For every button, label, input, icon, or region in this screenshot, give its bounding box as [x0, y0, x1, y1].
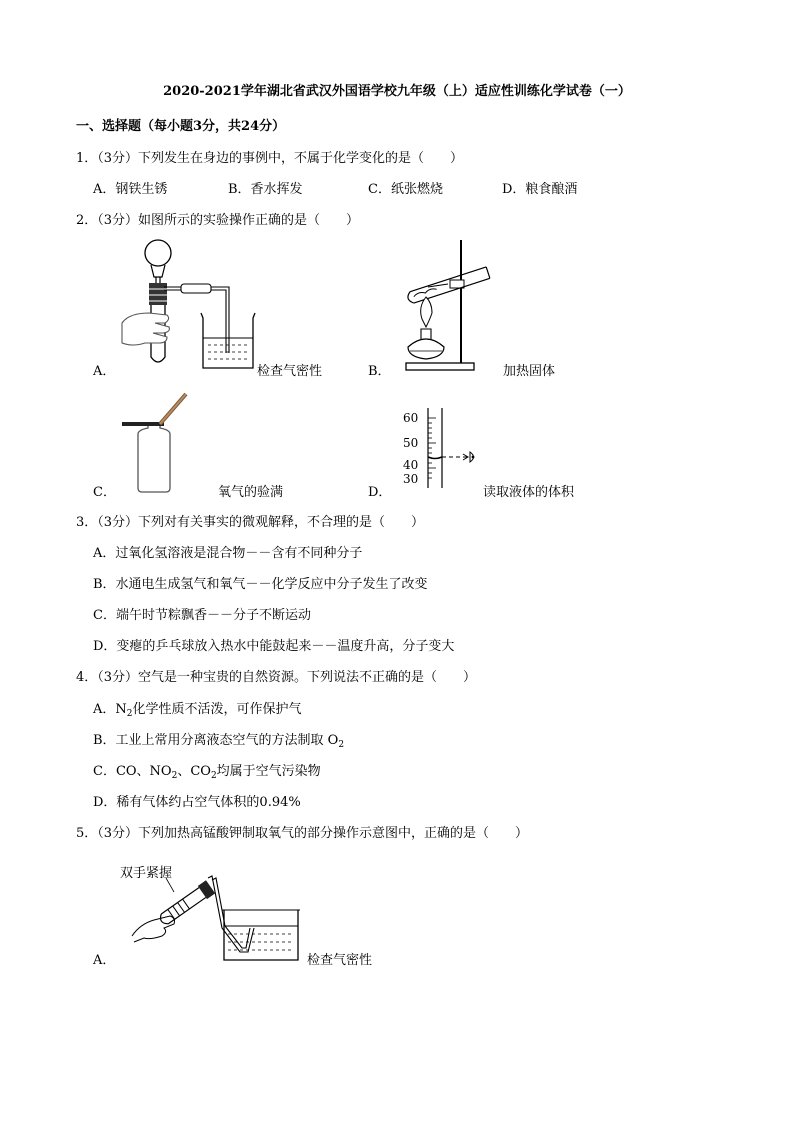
question-3-option-a: A．过氧化氢溶液是混合物－－含有不同种分子 [93, 546, 363, 561]
question-3-option-d: D．变瘪的乒乓球放入热水中能鼓起来－－温度升高，分子变大 [93, 639, 455, 654]
question-1-option-d: D．粮食酿酒 [502, 182, 578, 197]
section-heading: 一、选择题（每小题3分，共24分） [76, 119, 286, 134]
question-2-stem: 2．（3分）如图所示的实验操作正确的是（ ） [76, 213, 360, 228]
cylinder-tick-40: 40 [403, 458, 419, 472]
question-3-stem: 3．（3分）下列对有关事实的微观解释，不合理的是（ ） [76, 515, 425, 530]
question-2-option-b-letter: B． [368, 364, 391, 379]
question-2-option-a-letter: A． [93, 364, 116, 379]
oxygen-check-figure [118, 386, 218, 496]
question-3-option-c: C．端午时节粽飘香－－分子不断运动 [93, 608, 311, 623]
question-2-option-a-caption: 检查气密性 [257, 364, 323, 379]
page-title: 2020-2021学年湖北省武汉外国语学校九年级（上）适应性训练化学试卷（一） [163, 84, 631, 99]
cylinder-tick-30: 30 [403, 472, 419, 486]
airtightness-apparatus-figure [115, 235, 260, 375]
question-5-option-a-caption: 检查气密性 [307, 953, 373, 968]
hands-label: 双手紧握 [120, 866, 173, 881]
question-1-option-a: A．钢铁生锈 [93, 182, 168, 197]
kmno4-airtightness-figure [130, 866, 310, 966]
question-4-option-a: A．$N_2$化学性质不活泼，可作保护气 [93, 702, 302, 719]
heating-solid-figure [400, 235, 500, 375]
question-1-stem: 1．（3分）下列发生在身边的事例中，不属于化学变化的是（ ） [76, 151, 464, 166]
question-5-option-a-letter: A． [93, 953, 116, 968]
question-2-option-d-caption: 读取液体的体积 [483, 485, 575, 500]
question-1-option-c: C．纸张燃烧 [368, 182, 443, 197]
question-4-stem: 4．（3分）空气是一种宝贵的自然资源。下列说法不正确的是（ ） [76, 670, 477, 685]
question-2-option-c-caption: 氧气的验满 [218, 485, 284, 500]
question-2-option-c-letter: C． [93, 485, 116, 500]
question-4-option-c: C．CO、$NO_2$、$CO_2$均属于空气污染物 [93, 764, 321, 781]
question-3-option-b: B．水通电生成氢气和氧气－－化学反应中分子发生了改变 [93, 577, 428, 592]
question-2-option-d-letter: D． [368, 485, 392, 500]
cylinder-tick-60: 60 [403, 411, 419, 425]
cylinder-tick-50: 50 [403, 436, 419, 450]
question-4-option-d: D．稀有气体约占空气体积的0.94% [93, 795, 301, 810]
question-5-stem: 5．（3分）下列加热高锰酸钾制取氧气的部分操作示意图中，正确的是（ ） [76, 826, 529, 841]
question-1-option-b: B．香水挥发 [228, 182, 303, 197]
question-2-option-b-caption: 加热固体 [503, 364, 556, 379]
question-4-option-b: B．工业上常用分离液态空气的方法制取 $O_2$ [93, 733, 345, 750]
